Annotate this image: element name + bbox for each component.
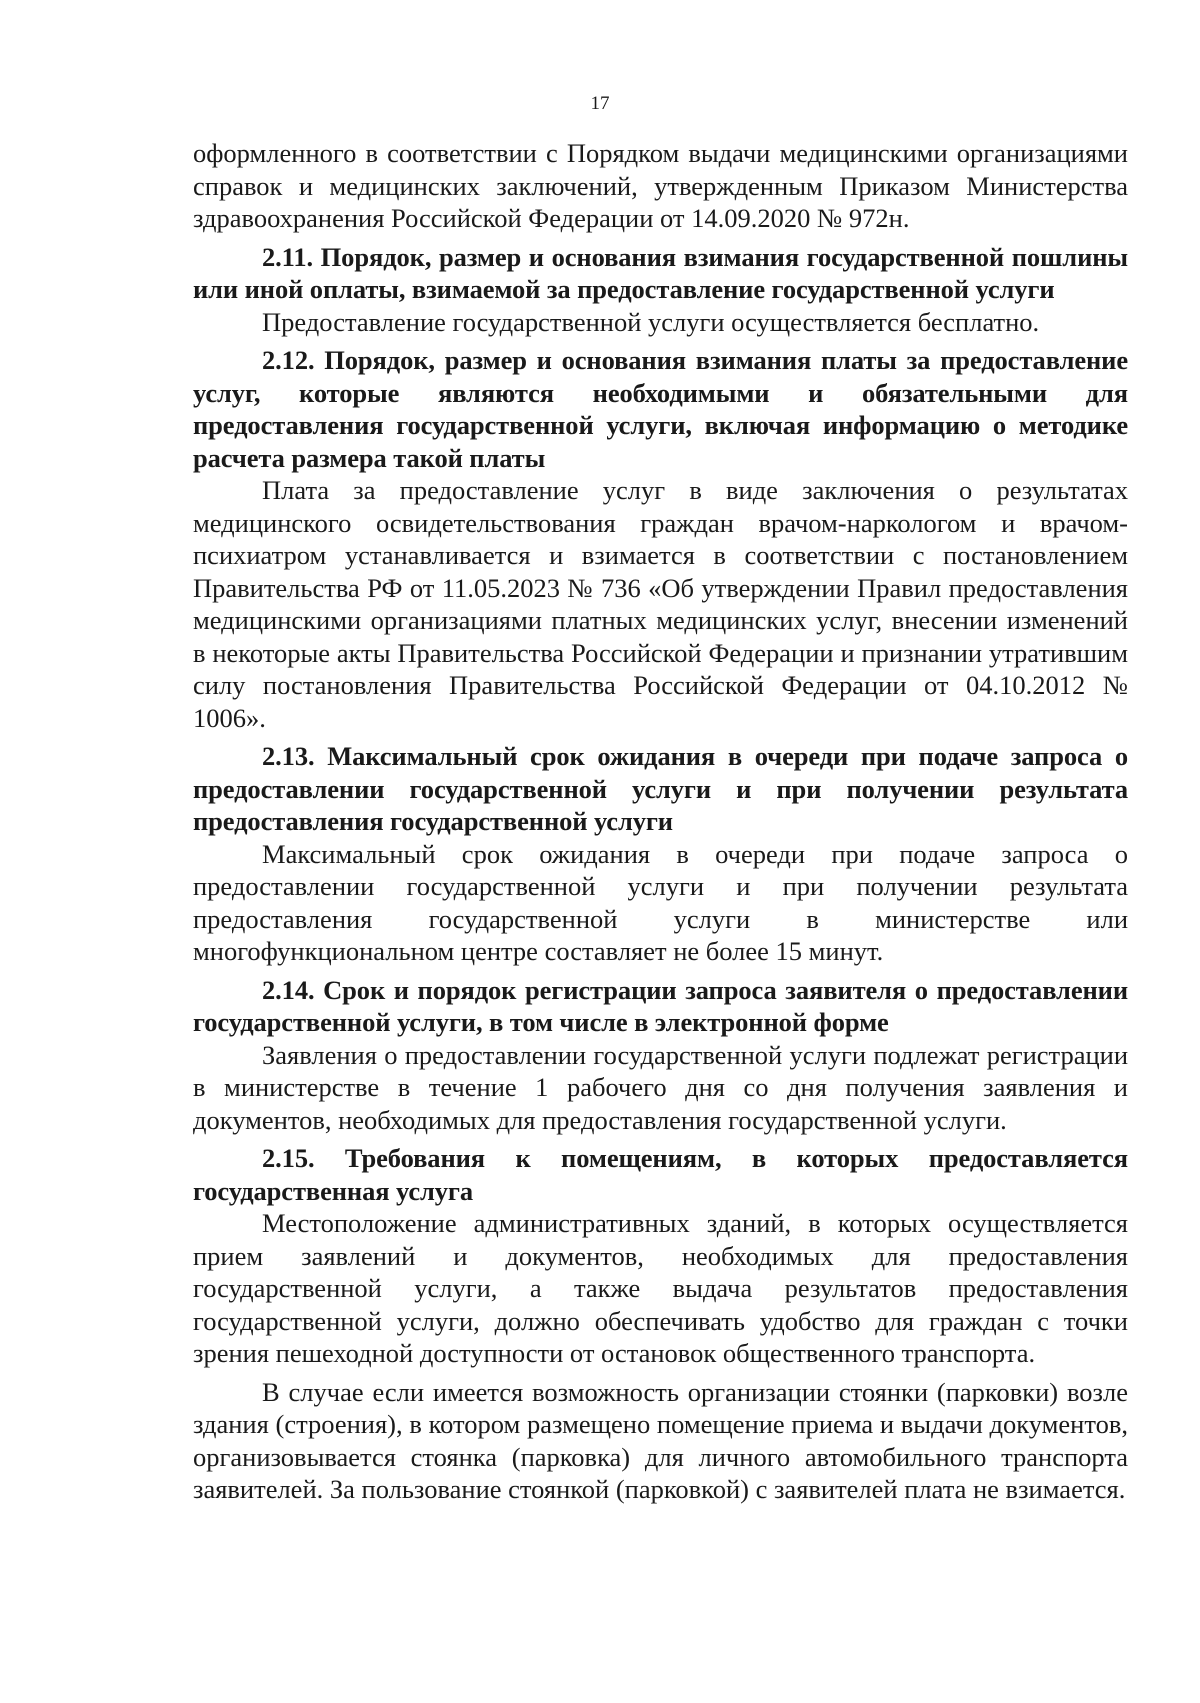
section-heading-2-11: 2.11. Порядок, размер и основания взимания государственной пошлины или иной оплаты, взимаемой за предоставление государственной услуги bbox=[193, 241, 1128, 304]
paragraph-2-13-body: Максимальный срок ожидания в очереди при подаче запроса о предоставлении государственной услуги и при получении результата предоставления государственной услуги в министерстве или многофункциональном центре составляет не более 15 минут. bbox=[193, 838, 1128, 966]
section-heading-2-14: 2.14. Срок и порядок регистрации запроса заявителя о предоставлении государственной услуги, в том числе в электронной форме bbox=[193, 974, 1128, 1037]
paragraph-2-12-body: Плата за предоставление услуг в виде заключения о результатах медицинского освидетельствования граждан врачом-наркологом и врачом-психиатром устанавливается и взимается в соответствии с постановлением Правительства РФ от 11.05.2023 № 736 «Об утверждении Правил предоставления медицинскими организациями платных медицинских услуг, внесении изменений в некоторые акты Правительства Российской Федерации и признании утратившим силу постановления Правительства Российской Федерации от 04.10.2012 № 1006». bbox=[193, 475, 1128, 733]
paragraph-2-11-body: Предоставление государственной услуги осуществляется бесплатно. bbox=[262, 306, 1040, 337]
section-heading-2-12: 2.12. Порядок, размер и основания взимания платы за предоставление услуг, которые являются необходимыми и обязательными для предоставления государственной услуги, включая информацию о методике расчета размера такой платы bbox=[193, 345, 1128, 473]
paragraph-2-15-body-1: Местоположение административных зданий, в которых осуществляется прием заявлений и документов, необходимых для предоставления государственной услуги, а также выдача результатов предоставления государственной услуги, должно обеспечивать удобство для граждан с точки зрения пешеходной доступности от остановок общественного транспорта. bbox=[193, 1208, 1128, 1368]
paragraph-2-15-body-2: В случае если имеется возможность организации стоянки (парковки) возле здания (строения), в котором размещено помещение приема и выдачи документов, организовывается стоянка (парковка) для личного автомобильного транспорта заявителей. За пользование стоянкой (парковкой) с заявителей плата не взимается. bbox=[193, 1376, 1128, 1504]
paragraph-2-14-body: Заявления о предоставлении государственной услуги подлежат регистрации в министерстве в течение 1 рабочего дня со дня получения заявления и документов, необходимых для предоставления государственной услуги. bbox=[193, 1039, 1128, 1135]
section-heading-2-15: 2.15. Требования к помещениям, в которых предоставляется государственная услуга bbox=[193, 1143, 1128, 1206]
section-heading-2-13: 2.13. Максимальный срок ожидания в очереди при подаче запроса о предоставлении государственной услуги и при получении результата предоставления государственной услуги bbox=[193, 741, 1128, 836]
page-number: 17 bbox=[590, 93, 610, 114]
paragraph-continuation: оформленного в соответствии с Порядком выдачи медицинскими организациями справок и медицинских заключений, утвержденным Приказом Министерства здравоохранения Российской Федерации от 14.09.2020 № 972н. bbox=[193, 138, 1128, 233]
document-body bbox=[193, 137, 1128, 1506]
